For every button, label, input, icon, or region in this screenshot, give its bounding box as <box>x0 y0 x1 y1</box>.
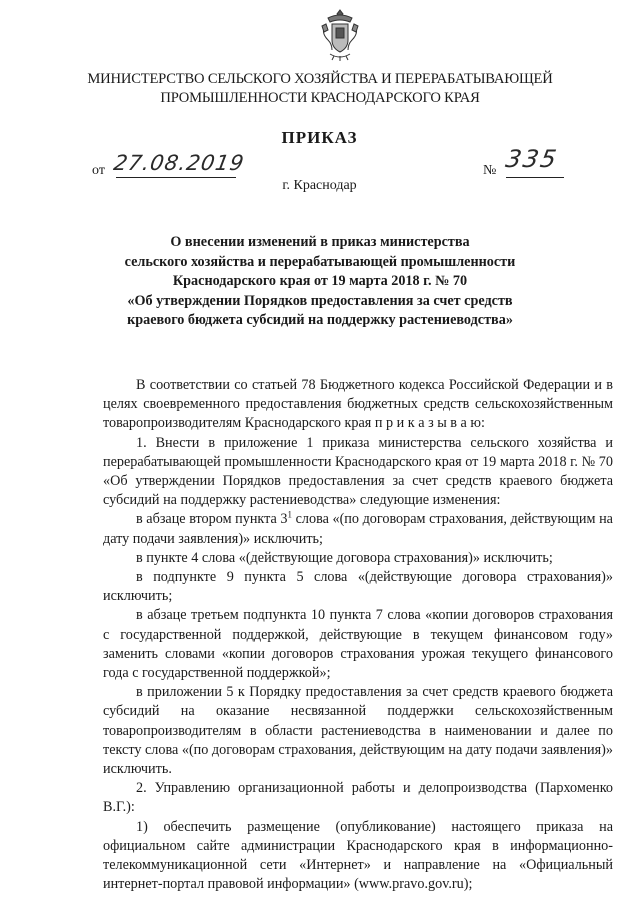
paragraph-change-1 <box>103 510 613 548</box>
paragraph-change-4: в абзаце третьем подпункта 10 пункта 7 слова «копии договоров страхования с государственной поддержкой, действующие в текущем финансовом году» заменить словами «копии договоров страхования урожая текущего финансового года с государственной поддержкой»; <box>103 607 613 682</box>
paragraph-preamble: В соответствии со статьей 78 Бюджетного кодекса Российской Федерации и в целях своевременного предоставления бюджетных средств сельскохозяйственным товаропроизводителям Краснодарского края п р и к а з ы в а ю: <box>103 377 613 432</box>
order-subject <box>90 233 550 331</box>
paragraph-change-2: в пункте 4 слова «(действующие договора страхования)» исключить; <box>136 549 553 566</box>
subject-line-1: О внесении изменений в приказ министерства <box>170 234 470 250</box>
ministry-name <box>60 70 580 108</box>
number-sign: № <box>483 163 497 178</box>
paragraph-change-5: в приложении 5 к Порядку предоставления за счет средств краевого бюджета субсидий на оказание несвязанной поддержки сельскохозяйственным товаропроизводителям в области растениеводства в наименовании и далее по тексту слова «(по договорам страхования, действующим на дату подачи заявления)» исключить. <box>103 684 613 778</box>
coat-of-arms-icon <box>318 8 362 62</box>
subject-line-5: краевого бюджета субсидий на поддержку растениеводства» <box>127 312 513 328</box>
date-prefix: от <box>92 163 105 178</box>
order-body <box>103 376 613 894</box>
paragraph-item-1: 1. Внести в приложение 1 приказа министерства сельского хозяйства и перерабатывающей промышленности Краснодарского края от 19 марта 2018 г. № 70 «Об утверждении Порядков предоставления за счет средств краевого бюджета субсидий на поддержку растениеводства» следующие изменения: <box>103 434 613 509</box>
handwritten-number: 335 <box>503 145 561 173</box>
superscript: 1 <box>287 509 292 520</box>
paragraph-change-3: в подпункте 9 пункта 5 слова «(действующие договора страхования)» исключить; <box>103 569 613 605</box>
subject-line-2: сельского хозяйства и перерабатывающей промышленности <box>124 253 516 270</box>
paragraph-item-2: 2. Управлению организационной работы и делопроизводства (Пархоменко В.Г.): <box>103 780 613 816</box>
change-1-text-end: слова «(по договорам страхования, действующим на дату подачи заявления)» исключить; <box>103 511 613 547</box>
ministry-name-line-1: МИНИСТЕРСТВО СЕЛЬСКОГО ХОЗЯЙСТВА И ПЕРЕРАБАТЫВАЮЩЕЙ <box>87 71 553 87</box>
order-title: ПРИКАЗ <box>281 128 358 147</box>
subject-line-3: Краснодарского края от 19 марта 2018 г. № 70 <box>172 273 468 289</box>
change-1-text-start: в абзаце втором пункта 3 <box>136 511 288 528</box>
city: г. Краснодар <box>282 178 357 193</box>
subject-line-4: «Об утверждении Порядков предоставления за счет средств <box>127 292 513 309</box>
paragraph-item-2-1: 1) обеспечить размещение (опубликование) настоящего приказа на официальном сайте администрации Краснодарского края в информационно-телекоммуникационной сети «Интернет» и направление на «Официальный интернет-портал правовой информации» (www.pravo.gov.ru); <box>103 818 613 893</box>
handwritten-date: 27.08.2019 <box>111 151 247 175</box>
ministry-name-line-2: ПРОМЫШЛЕННОСТИ КРАСНОДАРСКОГО КРАЯ <box>160 90 480 106</box>
